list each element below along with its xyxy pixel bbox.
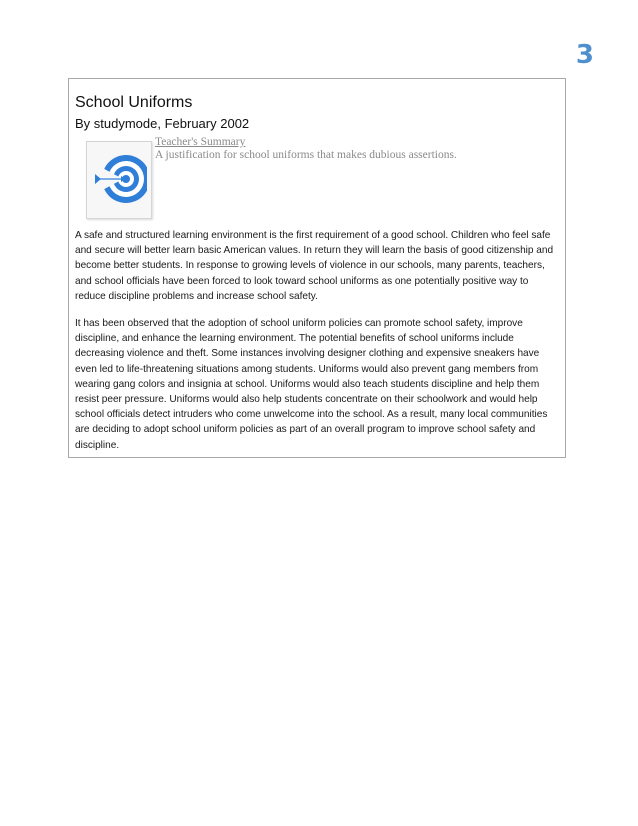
document-title: School Uniforms <box>75 94 193 111</box>
summary-text-block <box>155 136 457 162</box>
summary-thumbnail[interactable] <box>86 141 152 219</box>
page-number: 3 <box>575 40 594 70</box>
body-paragraph-1: A safe and structured learning environment is the first requirement of a good school. Children who feel safe and secure will better learn basic American values. In return they will learn the basis of good citizenship and become better students. In response to growing levels of violence in our schools, many parents, teachers, and school officials have been forced to look toward school uniforms as one potentially positive way to reduce discipline problems and increase school safety. <box>75 230 554 302</box>
target-icon <box>93 152 147 206</box>
teacher-summary <box>75 136 560 228</box>
teacher-summary-link[interactable]: Teacher's Summary <box>155 136 246 148</box>
teacher-summary-text: A justification for school uniforms that makes dubious assertions. <box>155 149 457 161</box>
body-paragraph-2: It has been observed that the adoption of school uniform policies can promote school safety, improve discipline, and enhance the learning environment. The potential benefits of school uniforms include decreasing violence and theft. Some instances involving designer clothing and expensive sneakers have even led to life-threatening situations among students. Uniforms would also prevent gang members from wearing gang colors and insignia at school. Uniforms would also teach students discipline and help them resist peer pressure. Uniforms would also help students concentrate on their schoolwork and would help school officials detect intruders who come unwelcome into the school. As a result, many local communities are deciding to adopt school uniform policies as part of an overall program to improve school safety and discipline. <box>75 318 548 451</box>
document-box <box>68 78 566 458</box>
document-byline: By studymode, February 2002 <box>75 116 250 131</box>
